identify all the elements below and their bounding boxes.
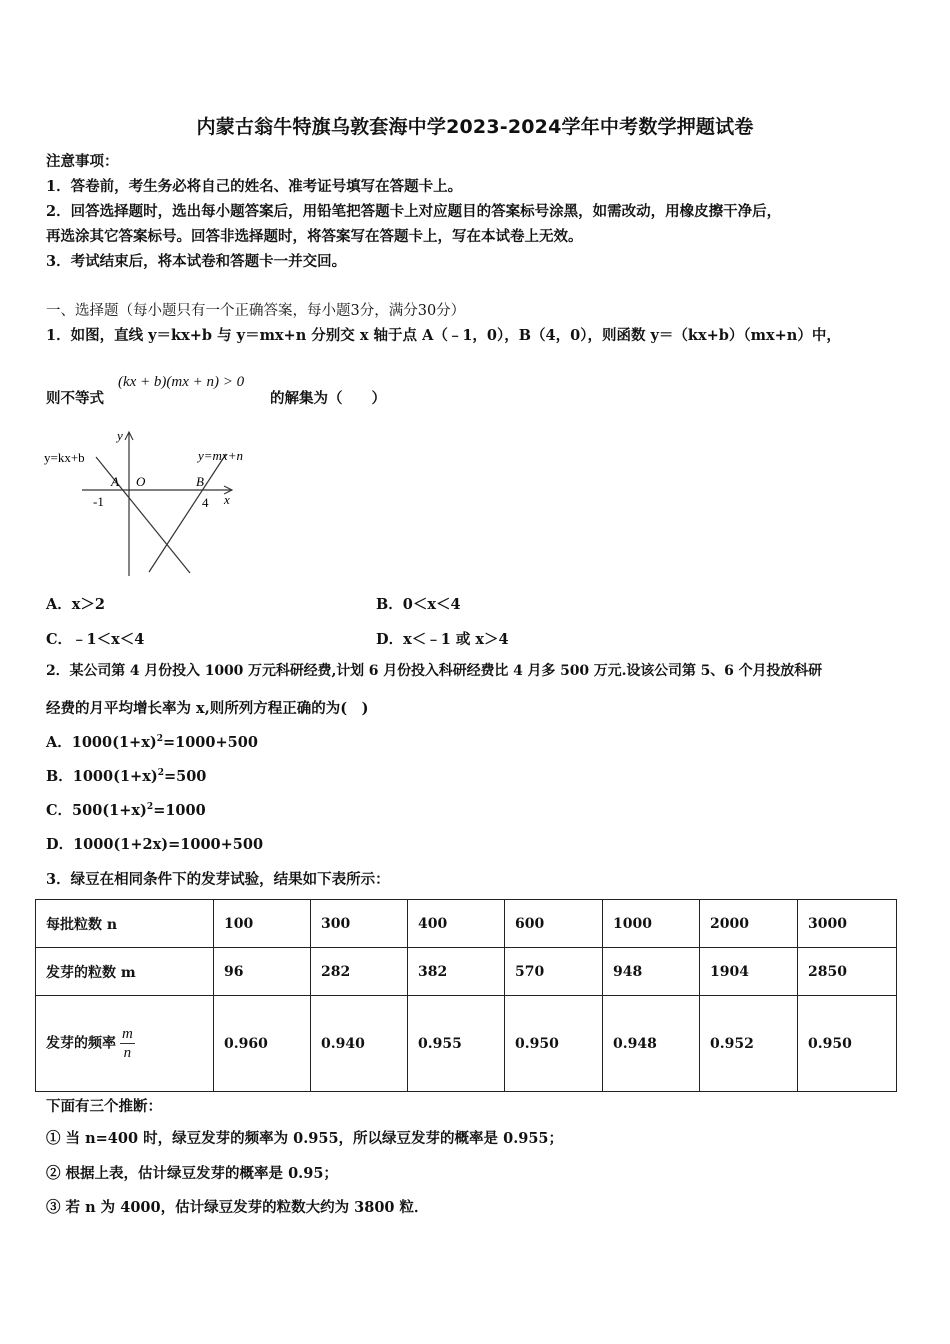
table-cell: 1904 (700, 948, 798, 996)
label-line-mx-n: y=mx+n (198, 448, 243, 463)
table-cell: 96 (214, 948, 311, 996)
table-cell: 382 (408, 948, 505, 996)
table-cell: 570 (505, 948, 603, 996)
table-cell: 282 (311, 948, 408, 996)
label-point-b: B (196, 474, 204, 489)
q3-inference-2: ② 根据上表，估计绿豆发芽的概率是 0.95； (46, 1165, 338, 1182)
notice-item-3: 3．考试结束后，将本试卷和答题卡一并交回。 (46, 253, 347, 270)
q1-choice-b: B．0＜x＜4 (376, 596, 461, 613)
table-cell: 2850 (798, 948, 897, 996)
table-cell: 0.948 (603, 996, 700, 1092)
notice-heading: 注意事项： (46, 153, 119, 170)
label-origin: O (136, 474, 146, 489)
row-label-freq: 发芽的频率 $\frac{m}{n}$ (36, 996, 214, 1092)
fraction-m-over-n: $\frac{m}{n}$ (122, 1026, 133, 1061)
label-x: x (224, 492, 230, 507)
germination-table (35, 899, 897, 1092)
label-neg1: -1 (93, 494, 104, 509)
notice-item-2: 2．回答选择题时，选出每小题答案后，用铅笔把答题卡上对应题目的答案标号涂黑，如需改动，用橡皮擦干净后， (46, 203, 782, 220)
notice-item-1: 1．答卷前，考生务必将自己的姓名、准考证号填写在答题卡上。 (46, 178, 463, 195)
table-row-m (36, 948, 897, 996)
page-title: 内蒙古翁牛特旗乌敦套海中学2023-2024学年中考数学押题试卷 (196, 116, 754, 138)
table-cell: 3000 (798, 900, 897, 948)
table-cell: 0.950 (798, 996, 897, 1092)
table-cell: 0.960 (214, 996, 311, 1092)
table-cell: 948 (603, 948, 700, 996)
table-cell: 0.950 (505, 996, 603, 1092)
section-heading: 一、选择题（每小题只有一个正确答案，每小题3分，满分30分） (46, 303, 466, 319)
q3-after: 下面有三个推断： (46, 1098, 162, 1115)
q2-line1: 2．某公司第 4 月份投入 1000 万元科研经费,计划 6 月份投入科研经费比 4 月多 500 万元.设该公司第 5、6 个月投放科研 (46, 663, 822, 679)
q3-line1: 3．绿豆在相同条件下的发芽试验，结果如下表所示： (46, 871, 390, 888)
table-cell: 0.955 (408, 996, 505, 1092)
table-cell: 2000 (700, 900, 798, 948)
q3-inference-1: ① 当 n=400 时，绿豆发芽的频率为 0.955，所以绿豆发芽的概率是 0.955； (46, 1130, 564, 1147)
q1-inequality: (kx + b)(mx + n) > 0 (118, 374, 245, 390)
q1-line1: 1．如图，直线 y＝kx+b 与 y＝mx+n 分别交 x 轴于点 A（﹣1，0），B（4，0），则函数 y＝（kx+b）（mx+n）中， (46, 327, 841, 344)
q2-choice-a: A．$1000(1+x)^2=1000+500$ (46, 734, 258, 751)
q2-line2: 经费的月平均增长率为 x,则所列方程正确的为( ) (46, 700, 369, 717)
table-cell: 0.940 (311, 996, 408, 1092)
q2-choice-d: D．1000(1+2x)=1000+500 (46, 836, 264, 853)
table-cell: 0.952 (700, 996, 798, 1092)
notice-item-2-cont: 再选涂其它答案标号。回答非选择题时，将答案写在答题卡上，写在本试卷上无效。 (46, 228, 583, 245)
table-row-n (36, 900, 897, 948)
table-cell: 1000 (603, 900, 700, 948)
table-cell: 100 (214, 900, 311, 948)
label-y: y (117, 428, 123, 443)
table-cell: 400 (408, 900, 505, 948)
q1-choice-d: D．x＜﹣1 或 x＞4 (376, 631, 509, 648)
q1-suffix: 的解集为（ ） (270, 390, 386, 407)
table-cell: 300 (311, 900, 408, 948)
line-mx-n (149, 454, 226, 572)
table-row-freq (36, 996, 897, 1092)
q2-choice-b: B．$1000(1+x)^2=500$ (46, 768, 207, 785)
label-line-kx-b: y=kx+b (44, 450, 85, 465)
table-cell: 600 (505, 900, 603, 948)
row-label-m: 发芽的粒数 m (36, 948, 214, 996)
q2-choice-c: C．$500(1+x)^2=1000$ (46, 802, 206, 819)
q1-choice-c: C．﹣1＜x＜4 (46, 631, 145, 648)
q1-choice-a: A．x＞2 (46, 596, 105, 613)
q1-prefix: 则不等式 (46, 390, 104, 407)
q1-figure (40, 424, 270, 584)
label-4: 4 (202, 495, 209, 510)
row-label-n: 每批粒数 n (36, 900, 214, 948)
q3-inference-3: ③ 若 n 为 4000，估计绿豆发芽的粒数大约为 3800 粒． (46, 1199, 429, 1216)
label-point-a: A (111, 474, 119, 489)
